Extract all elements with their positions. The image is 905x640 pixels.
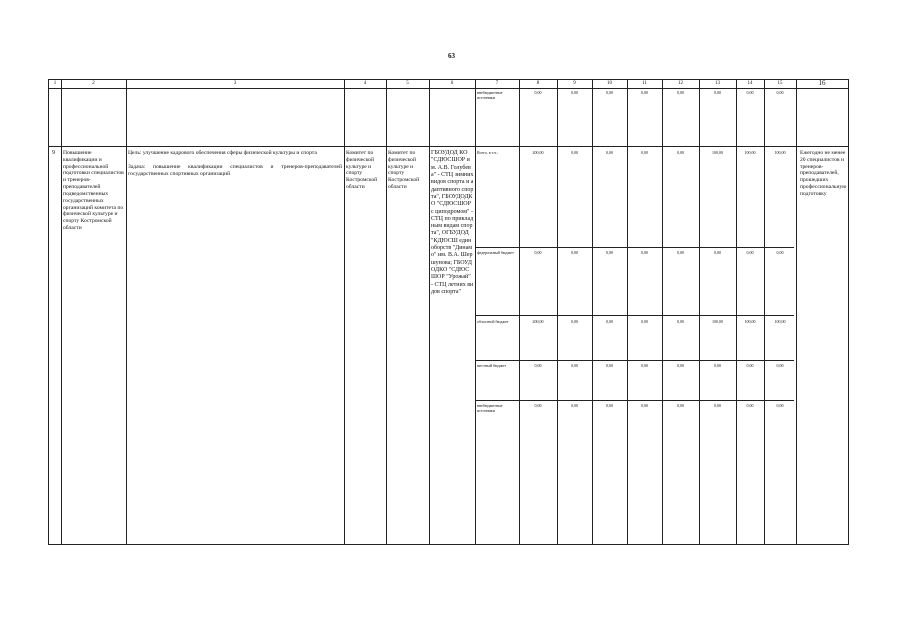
col-header-8: 8 [536,81,540,86]
top-row-value: 0,00 [571,90,578,95]
funding-value: 100,00 [744,150,756,155]
executors: ГБОУДОД КО "СДЮСШОР им. А.В. Голубева" - СТЦ зимних видов спорта и адаптивного спорта", ГБОУДОДКО "СДЮСШОР с циподромом" - СТЦ по прикладным видам спорта", ОГБУДОД "КДЮСШ единоборств "Динамо" им. В.А. Шершунова; ГБОУДОДКО "СДЮСШОР "Урожай" - СТЦ летних видов спорта" [431,150,474,295]
funding-value: 0,00 [677,403,684,408]
funding-value: 0,00 [746,403,754,408]
funding-source-label: внебюджетные источники [477,403,503,413]
funding-value: 0,00 [534,363,542,368]
funding-value: 0,00 [534,403,542,408]
funding-value: 0,00 [571,403,578,408]
funding-source-label: федеральный бюджет [477,250,514,255]
funding-value: 0,00 [606,250,613,255]
funding-value: 0,00 [641,363,648,368]
col-header-12: 12 [678,81,683,86]
top-row-value: 0,00 [746,90,754,95]
col-header-3: 3 [233,81,237,86]
funding-value: 0,00 [714,403,721,408]
col-header-10: 10 [607,81,612,86]
responsible-executor: Комитет по физической культуре и спорту Костромской области [346,150,378,191]
funding-value: 0,00 [606,319,613,324]
top-row-value: 0,00 [534,90,542,95]
funding-value: 0,00 [571,150,578,155]
col-header-13: 13 [715,81,720,86]
top-row-value: 0,00 [606,90,613,95]
funding-value: 0,00 [606,150,613,155]
col-header-7: 7 [495,81,499,86]
top-row-source: внебюджетные источники [477,90,503,100]
funding-value: 100,00 [744,319,756,324]
activity-task: Задача: повышение квалификации специалистов и тренеров-преподавателей государственных спортивных организаций [128,164,342,177]
col-header-15: 15 [777,81,783,86]
funding-value: 100,00 [774,319,786,324]
col-header-11: 11 [642,81,647,86]
col-header-6: 6 [450,81,454,86]
funding-value: 0,00 [776,250,784,255]
expected-result: Ежегодно не менее 20 специалистов и тренеров-преподавателей, прошедших профессиональную подготовку [800,150,847,197]
activity-goal: Цель: улучшение кадрового обеспечения сферы физической культуры и спорта [128,150,317,156]
funding-value: 0,00 [677,150,684,155]
funding-value: 100,00 [774,150,786,155]
funding-value: 0,00 [677,319,684,324]
funding-value: 100,00 [712,150,723,155]
col-header-9: 9 [573,81,576,86]
funding-value: 200,00 [532,319,544,324]
funding-value: 0,00 [571,319,578,324]
program-table [48,79,849,545]
col-header-1: 1 [53,81,57,86]
customer: Комитет по физической культуре и спорту Костромской области [388,150,420,191]
col-header-4: 4 [363,81,367,86]
col-header-14: 14 [747,81,753,86]
funding-value: 0,00 [714,363,721,368]
funding-value: 0,00 [746,250,754,255]
funding-value: 0,00 [677,363,684,368]
funding-source-label: местный бюджет [477,363,506,368]
col-header-2: 2 [92,81,95,86]
funding-value: 0,00 [641,250,648,255]
row-number: 9 [52,150,55,156]
funding-value: 0,00 [714,250,721,255]
funding-source-label: областной бюджет [477,319,509,324]
funding-value: 0,00 [641,403,648,408]
funding-value: 200,00 [532,150,544,155]
funding-value: 0,00 [776,363,784,368]
funding-source-label: Всего, в т.ч.: [477,150,499,155]
funding-value: 0,00 [571,363,578,368]
top-row-value: 0,00 [677,90,684,95]
funding-value: 100,00 [712,319,723,324]
top-row-value: 0,00 [776,90,784,95]
col-header-16: 16 [818,79,826,87]
top-row-value: 0,00 [641,90,648,95]
page-number: 63 [448,52,455,60]
activity-name: Повышение квалификации и профессиональной подготовки специалистов и тренеров-преподавателей подведомственных государственных организаций комитета по физической культуре и спорту Костромской области [63,150,124,231]
col-header-5: 5 [406,81,409,86]
funding-value: 0,00 [641,319,648,324]
funding-value: 0,00 [606,403,613,408]
funding-value: 0,00 [776,403,784,408]
top-row-value: 0,00 [714,90,721,95]
funding-value: 0,00 [641,150,648,155]
funding-value: 0,00 [746,363,754,368]
funding-value: 0,00 [606,363,613,368]
funding-value: 0,00 [677,250,684,255]
funding-value: 0,00 [534,250,542,255]
funding-value: 0,00 [571,250,578,255]
